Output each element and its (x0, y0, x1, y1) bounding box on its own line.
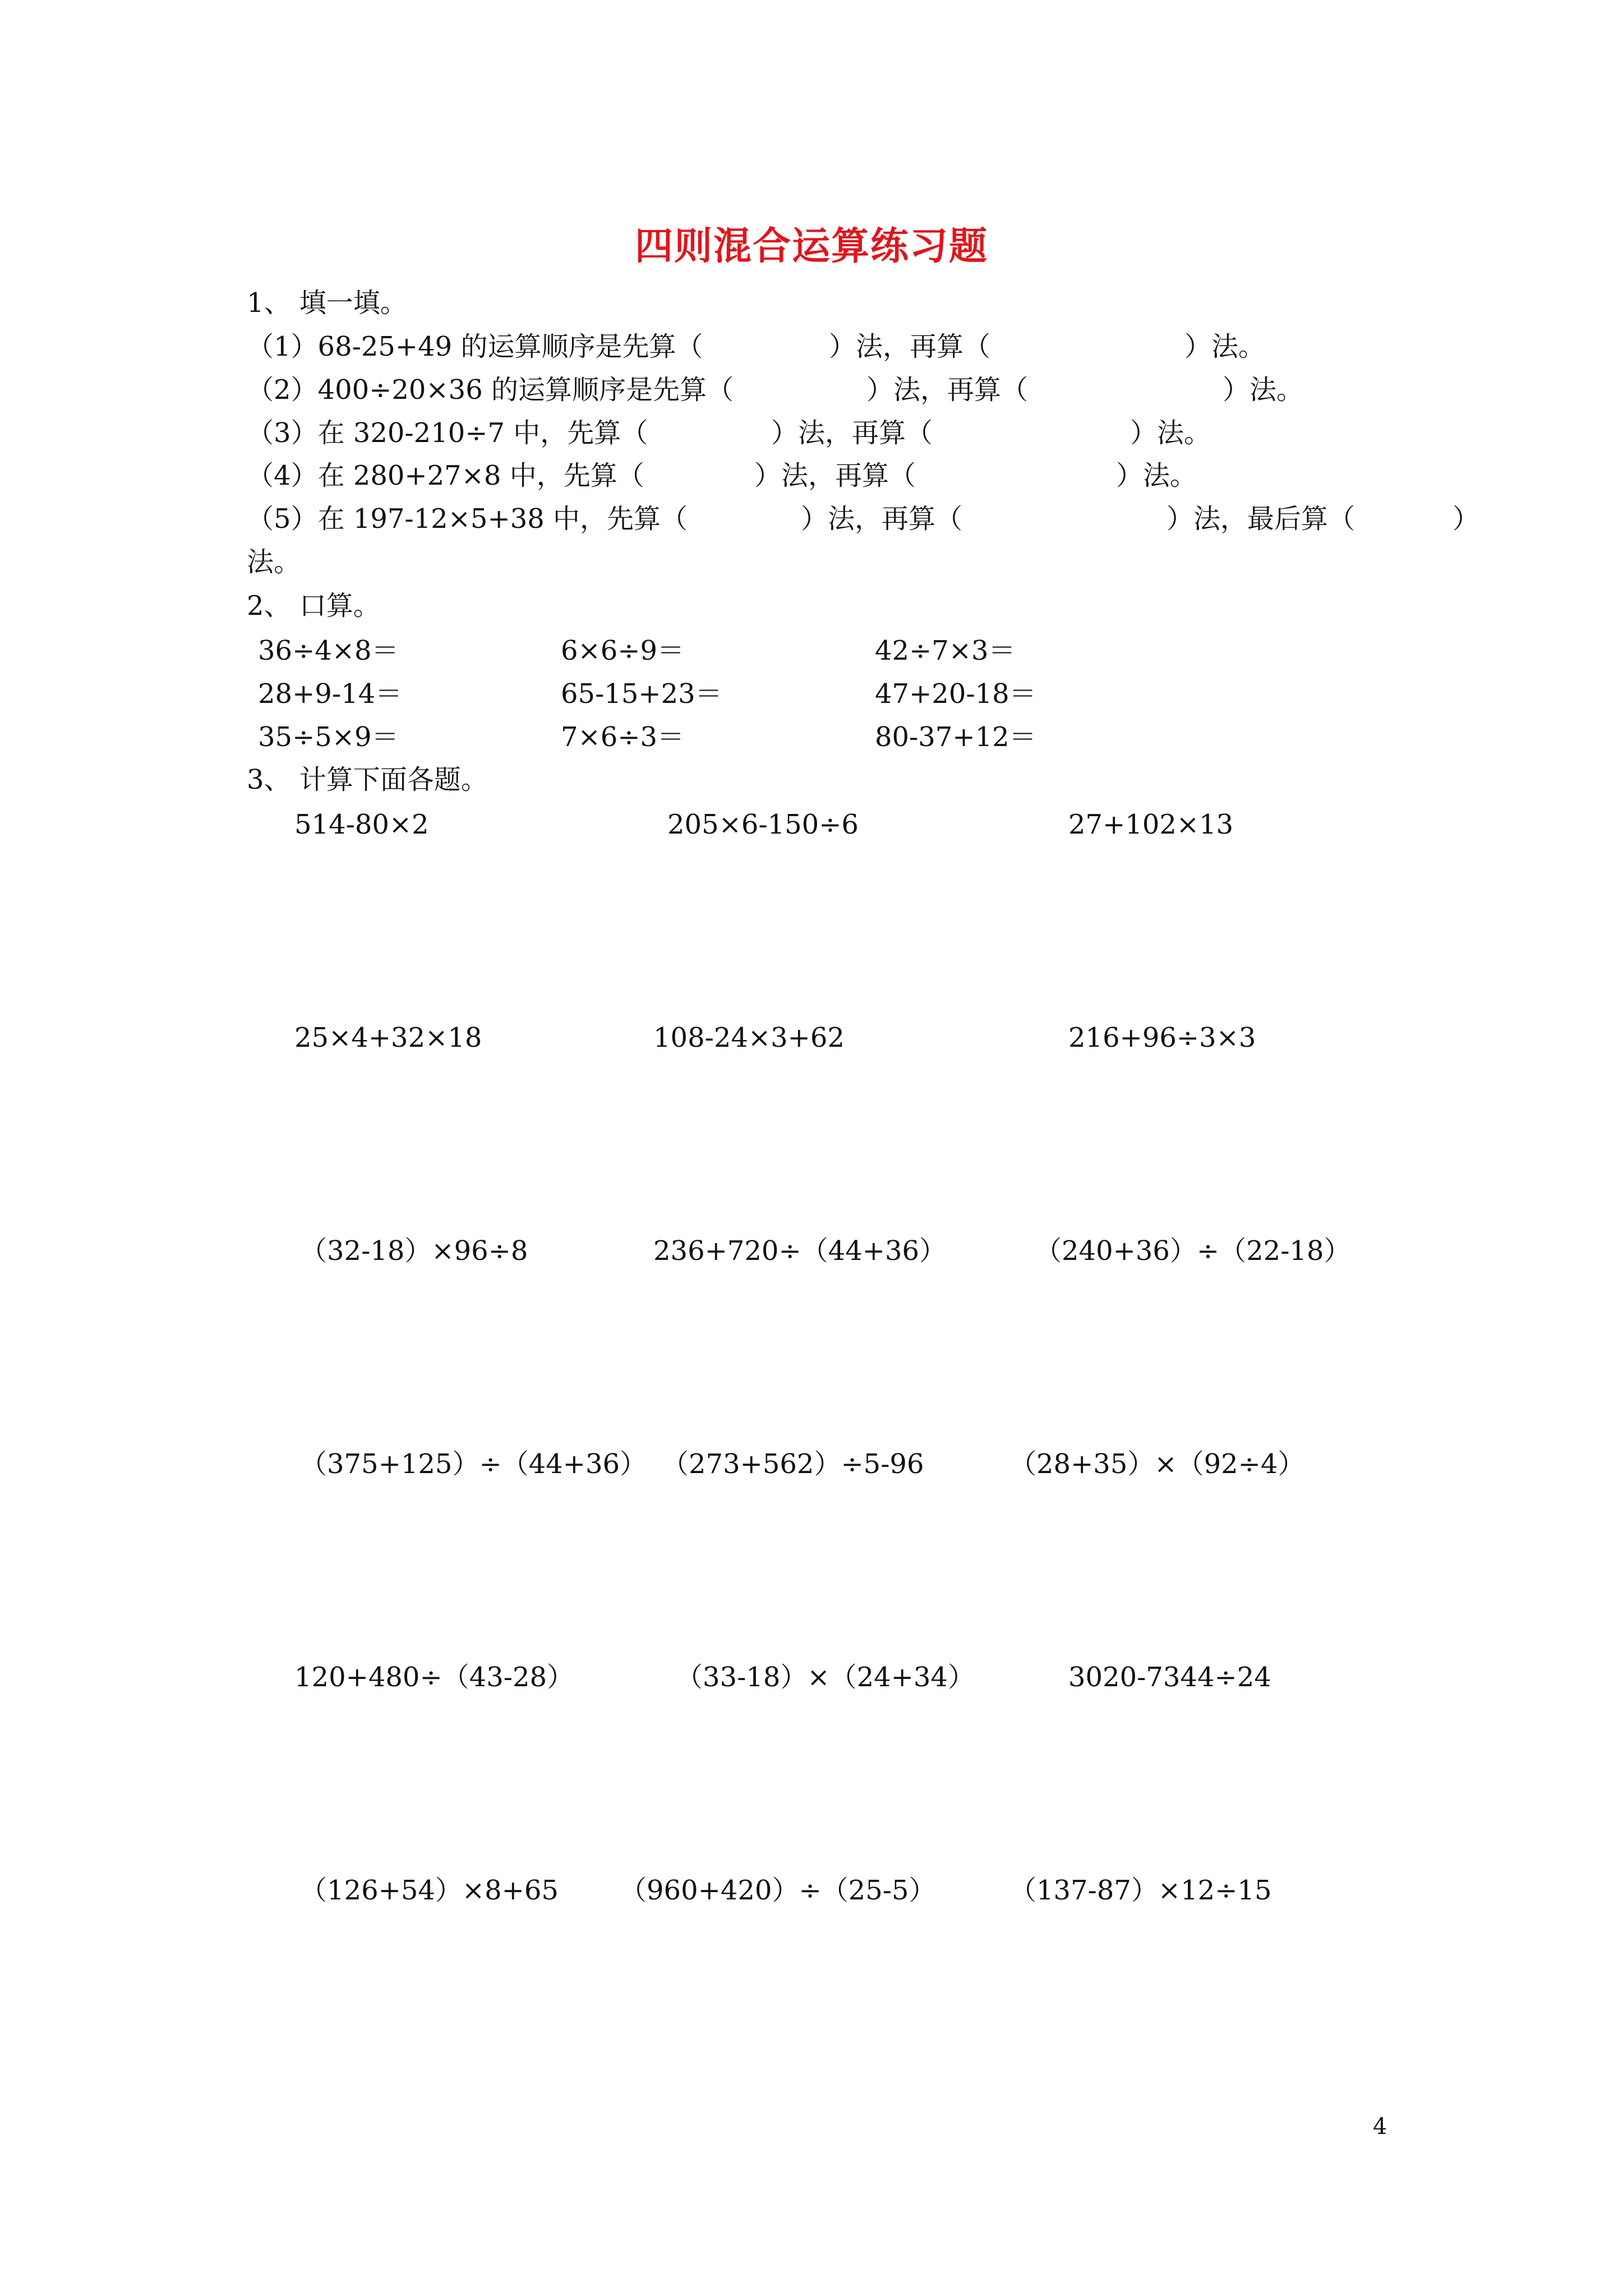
fill-item-3-part-a: （3）在 320-210÷7 中，先算（ (247, 417, 648, 449)
mental-math-item: 28+9-14＝ (258, 678, 403, 710)
calc-problem: 25×4+32×18 (294, 1022, 482, 1053)
fill-item-5-part-b: ）法，再算（ (801, 503, 963, 535)
fill-item-5-part-d: ） (1453, 503, 1480, 535)
fill-item-4-part-a: （4）在 280+27×8 中，先算（ (247, 460, 644, 491)
calc-problem: （137-87）×12÷15 (1009, 1875, 1272, 1906)
calc-problem: 3020-7344÷24 (1068, 1662, 1271, 1693)
calc-problem: （28+35）×（92÷4） (1009, 1448, 1305, 1480)
calc-problem: 236+720÷（44+36） (653, 1235, 947, 1267)
mental-math-item: 6×6÷9＝ (561, 635, 685, 666)
fill-item-3-part-b: ）法，再算（ (771, 417, 933, 449)
calc-problem: （960+420）÷（25-5） (620, 1875, 936, 1906)
fill-item-2-part-c: ）法。 (1223, 374, 1304, 406)
fill-item-3-part-c: ）法。 (1130, 417, 1211, 449)
calc-problem: 27+102×13 (1068, 809, 1234, 840)
calc-problem: （273+562）÷5-96 (662, 1448, 924, 1480)
fill-item-1-part-c: ）法。 (1184, 331, 1266, 362)
page-number: 4 (1373, 2114, 1387, 2139)
fill-item-1-part-a: （1）68-25+49 的运算顺序是先算（ (247, 331, 703, 362)
calc-problem: 205×6-150÷6 (667, 809, 859, 840)
fill-item-1-part-b: ）法，再算（ (829, 331, 991, 362)
mental-math-item: 35÷5×9＝ (258, 721, 399, 753)
calc-problem: （240+36）÷（22-18） (1035, 1235, 1351, 1267)
calc-problem: （32-18）×96÷8 (300, 1235, 528, 1267)
fill-item-4-part-b: ）法，再算（ (754, 460, 916, 491)
fill-item-2-part-b: ）法，再算（ (866, 374, 1029, 406)
section2-heading: 2、 口算。 (247, 590, 380, 622)
section1-heading: 1、 填一填。 (247, 287, 407, 319)
calc-problem: 108-24×3+62 (653, 1022, 845, 1053)
mental-math-item: 42÷7×3＝ (875, 635, 1016, 666)
mental-math-item: 36÷4×8＝ (258, 635, 399, 666)
fill-item-4-part-c: ）法。 (1116, 460, 1197, 491)
calc-problem: （33-18）×（24+34） (676, 1662, 975, 1693)
mental-math-item: 7×6÷3＝ (561, 721, 685, 753)
fill-item-5-continuation: 法。 (247, 546, 301, 578)
section3-heading: 3、 计算下面各题。 (247, 764, 488, 795)
mental-math-item: 47+20-18＝ (875, 678, 1036, 710)
fill-item-5-part-a: （5）在 197-12×5+38 中，先算（ (247, 503, 688, 535)
mental-math-item: 65-15+23＝ (561, 678, 722, 710)
calc-problem: 120+480÷（43-28） (294, 1662, 574, 1693)
calc-problem: 216+96÷3×3 (1068, 1022, 1256, 1053)
calc-problem: 514-80×2 (294, 809, 429, 840)
calc-problem: （375+125）÷（44+36） (300, 1448, 647, 1480)
fill-item-5-part-c: ）法，最后算（ (1166, 503, 1355, 535)
fill-item-2-part-a: （2）400÷20×36 的运算顺序是先算（ (247, 374, 734, 406)
calc-problem: （126+54）×8+65 (300, 1875, 559, 1906)
page-title: 四则混合运算练习题 (634, 224, 988, 269)
mental-math-item: 80-37+12＝ (875, 721, 1036, 753)
